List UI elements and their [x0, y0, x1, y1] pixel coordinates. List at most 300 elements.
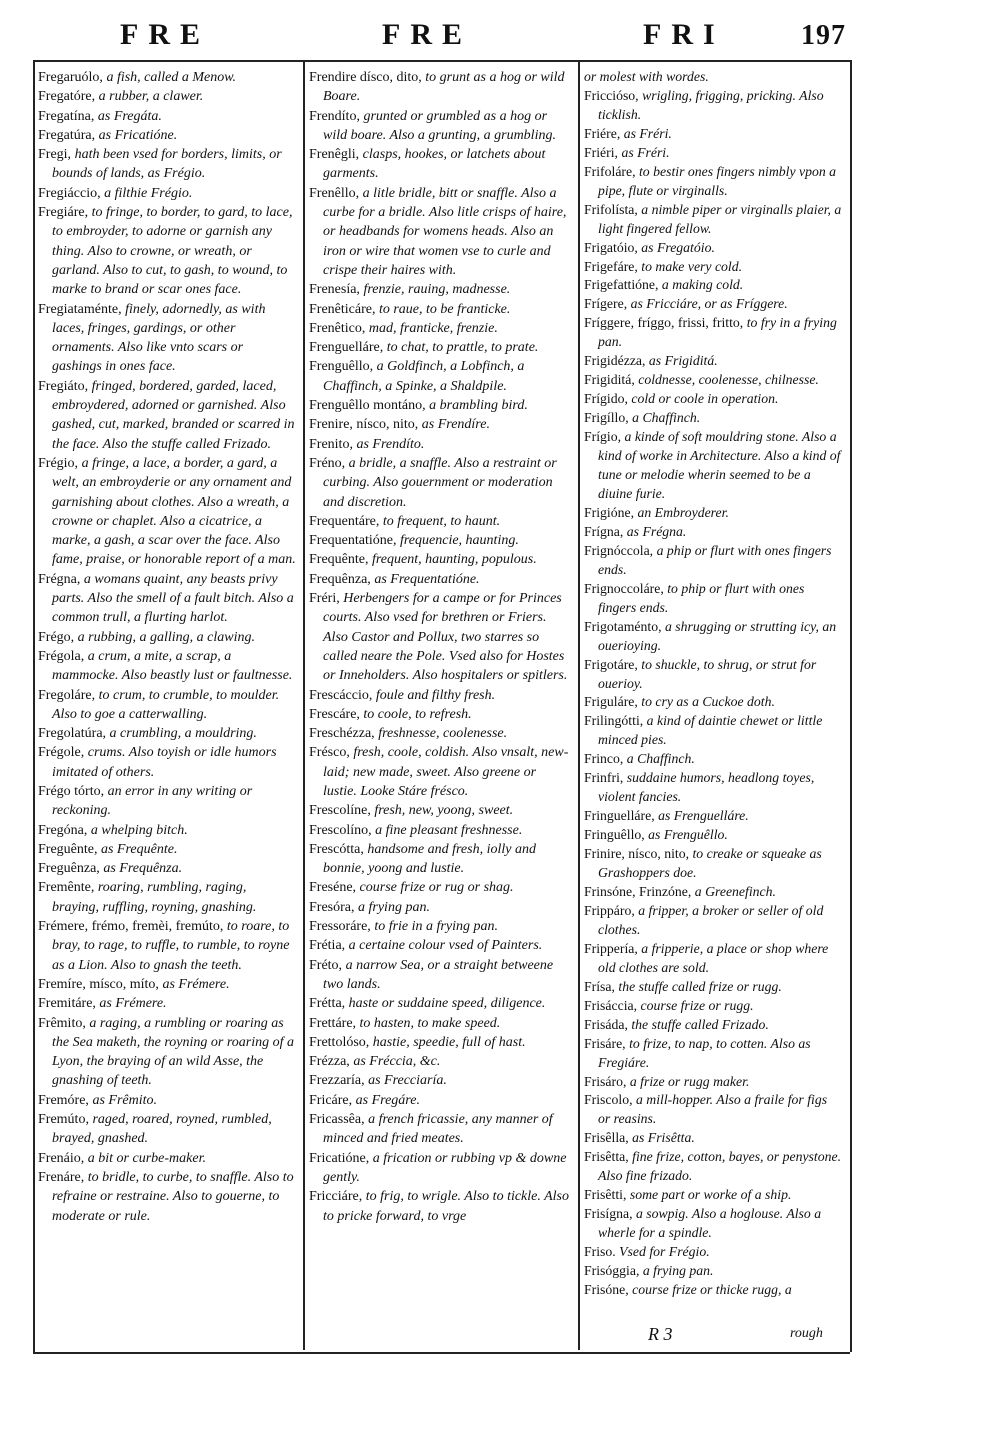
headword: Frisáccia, [584, 997, 638, 1013]
definition: a frying pan. [639, 1263, 714, 1279]
definition: as Frémere. [95, 996, 167, 1012]
definition: coldnesse, coolenesse, chilnesse. [634, 372, 819, 388]
dictionary-entry [584, 807, 842, 826]
headword: Frinire, nísco, nito, [584, 846, 690, 862]
headword: Freguênza, [38, 861, 100, 877]
definition: to raue, to be franticke. [375, 301, 511, 317]
headword: Frigidézza, [584, 353, 646, 369]
dictionary-entry [309, 415, 571, 434]
headword: Friscolo, [584, 1092, 633, 1108]
headword: Friéri, [584, 144, 618, 160]
dictionary-entry [38, 917, 296, 975]
headword: Frigíllo, [584, 410, 629, 426]
headword: Frigiditá, [584, 372, 635, 388]
definition: to cry as a Cuckoe doth. [637, 694, 775, 710]
definition: to frequent, to haunt. [379, 513, 501, 529]
dictionary-entry [584, 276, 842, 295]
definition: to grunt as a hog or wild Boare. [323, 70, 565, 105]
headword: Fréno, [309, 455, 346, 471]
dictionary-entry [309, 107, 571, 146]
headword: Fréto, [309, 957, 343, 973]
dictionary-entry [38, 145, 296, 184]
headword: Frenêgli, [309, 147, 360, 163]
headword: Fréri, [309, 591, 340, 607]
column-rule-2 [578, 62, 580, 1350]
dictionary-entry [584, 314, 842, 352]
definition: as Frendíre. [418, 417, 490, 433]
dictionary-entry [309, 1014, 571, 1033]
headword: Frettáre, [309, 1015, 357, 1031]
headword: Fregatóre, [38, 89, 96, 105]
headword: Fregiáccio, [38, 185, 101, 201]
definition: wrigling, frigging, pricking. Also ticklish. [598, 87, 824, 122]
headword: Frigotáre, [584, 656, 638, 672]
definition: foule and filthy fresh. [372, 687, 496, 703]
definition: a bit or curbe-maker. [84, 1150, 206, 1166]
dictionary-entry [38, 840, 296, 859]
definition: a narrow Sea, or a straight betweene two lands. [323, 957, 554, 992]
page-number: 197 [801, 20, 846, 51]
dictionary-entry [38, 107, 296, 126]
definition: a fringe, a lace, a border, a gard, a welt, an embroyderie or any ornament and garnishing about clothes. Also a wreath, a crowne or chaplet. Also a cicatrice, a marke, a gash, a scar over the face. Also fame, praise, or honorable report of a man. [52, 455, 296, 568]
dictionary-entry [309, 531, 571, 550]
dictionary-entry [309, 724, 571, 743]
definition: crums. Also toyish or idle humors imitated of others. [52, 745, 277, 780]
definition: as Frêmito. [88, 1092, 157, 1108]
dictionary-entry [584, 1016, 842, 1035]
dictionary-entry [38, 647, 296, 686]
bottom-rule [33, 1352, 850, 1354]
dictionary-entry [584, 542, 842, 580]
headword: Frígido, [584, 391, 628, 407]
headword: Frégo, [38, 629, 75, 645]
headword: Frequênte, [309, 552, 369, 568]
dictionary-entry [38, 782, 296, 821]
headword: Frenguêllo, [309, 359, 374, 375]
headword: Frezzaría, [309, 1073, 365, 1089]
dictionary-entry [584, 1073, 842, 1092]
dictionary-entry [309, 338, 571, 357]
headword: Friccióso, [584, 87, 639, 103]
definition: a crum, a mite, a scrap, a mammocke. Also beastly lust or faultnesse. [52, 648, 293, 684]
dictionary-entry [38, 126, 296, 145]
dictionary-entry [309, 396, 571, 415]
dictionary-entry [38, 454, 296, 570]
headword: Frísa, [584, 978, 615, 994]
dictionary-entry [38, 1014, 296, 1091]
headword: Frisóggia, [584, 1263, 640, 1279]
dictionary-entry [584, 1148, 842, 1186]
dictionary-entry [38, 859, 296, 878]
column-rule-1 [303, 62, 305, 1350]
definition: clasps, hookes, or latchets about garments. [323, 147, 546, 182]
headword: Fringuelláre, [584, 808, 655, 824]
headword: Frettolóso, [309, 1034, 370, 1050]
headword: Frigatóio, [584, 239, 638, 255]
definition: mad, franticke, frenzie. [365, 320, 498, 336]
headword: Frendíto, [309, 108, 360, 124]
headword: Frisígna, [584, 1206, 633, 1222]
definition: cold or coole in operation. [627, 391, 779, 407]
definition: frequent, haunting, populous. [368, 552, 537, 568]
headword: Frisáda, [584, 1016, 628, 1032]
headword: Frigióne, [584, 504, 635, 520]
definition: a womans quaint, any beasts privy parts. Also the smell of a fault bitch. Also a common trull, a flurting harlot. [52, 571, 294, 626]
dictionary-entry [584, 883, 842, 902]
headword: Frenêllo, [309, 185, 360, 201]
headword: Frégio, [38, 455, 79, 471]
definition: a whelping bitch. [87, 822, 188, 838]
dictionary-entry [309, 705, 571, 724]
dictionary-entry [584, 997, 842, 1016]
dictionary-entry [584, 1281, 842, 1300]
definition: freshnesse, coolenesse. [374, 726, 508, 742]
headword: Frenáio, [38, 1150, 85, 1166]
headword: Frenêticáre, [309, 301, 376, 317]
headword: Fresóra, [309, 899, 355, 915]
headword: Frenito, [309, 436, 353, 452]
headword: Frendire dísco, dito, [309, 70, 422, 85]
dictionary-entry [584, 978, 842, 997]
definition: or molest with wordes. [584, 69, 709, 84]
headword: Frenesía, [309, 282, 360, 298]
definition: to make very cold. [637, 258, 743, 274]
headword: Frétia, [309, 938, 346, 954]
dictionary-entry [309, 1033, 571, 1052]
dictionary-entry [38, 570, 296, 628]
definition: a fripperie, a place or shop where old clothes are sold. [598, 940, 829, 975]
definition: as Frequênte. [97, 841, 178, 857]
definition: a certaine colour vsed of Painters. [345, 938, 543, 954]
dictionary-entry [309, 821, 571, 840]
headword: Friére, [584, 125, 621, 141]
dictionary-entry [38, 377, 296, 454]
definition: to shuckle, to shrug, or strut for ouerioy. [598, 656, 817, 691]
dictionary-entry [38, 975, 296, 994]
definition: as Fricciáre, or as Fríggere. [627, 296, 788, 312]
headword: Frignoccoláre, [584, 580, 664, 596]
headword: Frinfri, [584, 770, 624, 786]
definition: to frie in a frying pan. [370, 919, 498, 935]
catchword: rough [790, 1326, 823, 1341]
dictionary-entry [309, 956, 571, 995]
dictionary-entry [309, 936, 571, 955]
definition: to creake or squeake as Grashoppers doe. [598, 846, 822, 881]
definition: a nimble piper or virginalls plaier, a light fingered fellow. [598, 201, 842, 236]
headword: Fregi, [38, 147, 72, 163]
definition: frenzie, rauing, madnesse. [359, 282, 511, 298]
definition: a litle bridle, bitt or snaffle. Also a curbe for a bridle. Also litle crisps of haire, or headbands for womens heads. Also an iron or wire that women vse to curle and crispe their haires with. [323, 185, 567, 278]
dictionary-entry [584, 750, 842, 769]
headword: Frésco, [309, 745, 350, 761]
definition: a french fricassie, any manner of minced and fried meates. [323, 1112, 553, 1147]
headword: Frigefáre, [584, 258, 638, 274]
definition: roaring, rumbling, raging, braying, ruffling, royning, gnashing. [52, 880, 257, 915]
dictionary-entry [584, 239, 842, 258]
dictionary-entry [38, 184, 296, 203]
dictionary-entry [584, 826, 842, 845]
headword: Frescolíne, [309, 803, 371, 819]
definition: a Chaffinch. [628, 410, 701, 426]
dictionary-entry [584, 144, 842, 163]
dictionary-entry [584, 390, 842, 409]
headword: Fremúto, [38, 1112, 89, 1128]
dictionary-entry [584, 295, 842, 314]
definition: as Fréccia, &c. [349, 1054, 441, 1070]
headword: Frenêtico, [309, 320, 366, 336]
headword: Frisóne, [584, 1282, 629, 1297]
definition: course frize or thicke rugg, a [628, 1282, 792, 1297]
definition: a crumbling, a mouldring. [106, 726, 257, 742]
headword: Fremóre, [38, 1092, 89, 1108]
definition: the stuffe called Frizado. [627, 1016, 769, 1032]
dictionary-entry [584, 68, 842, 87]
headword: Fregatúra, [38, 127, 96, 143]
definition: raged, roared, royned, rumbled, brayed, gnashed. [52, 1112, 272, 1147]
dictionary-entry [309, 589, 571, 685]
definition: as Frenguêllo. [644, 827, 728, 843]
dictionary-entry [309, 300, 571, 319]
dictionary-entry [309, 1187, 571, 1226]
headword: Frequentáre, [309, 513, 380, 529]
dictionary-entry [38, 878, 296, 917]
dictionary-entry [584, 580, 842, 618]
dictionary-entry [38, 1091, 296, 1110]
dictionary-entry [584, 1262, 842, 1281]
definition: a rubbing, a galling, a clawing. [74, 629, 256, 645]
definition: as Frégna. [623, 523, 687, 539]
definition: a kind of daintie chewet or little minced pies. [598, 713, 823, 748]
definition: hath been vsed for borders, limits, or bounds of lands, as Frégio. [52, 147, 282, 182]
dictionary-entry [38, 821, 296, 840]
column-2 [309, 68, 571, 1226]
definition: a mill-hopper. Also a fraile for figs or reasins. [598, 1092, 828, 1127]
dictionary-entry [584, 504, 842, 523]
definition: handsome and fresh, iolly and bonnie, yoong and lustie. [323, 841, 536, 877]
definition: a frication or rubbing vp & downe gently. [323, 1150, 567, 1185]
dictionary-entry [309, 1110, 571, 1149]
headword: Frenguelláre, [309, 340, 384, 356]
headword: Fricatióne, [309, 1150, 370, 1166]
definition: fresh, new, yoong, sweet. [370, 803, 514, 819]
headword: Fríggere, fríggo, frissi, fritto, [584, 315, 744, 331]
definition: a filthie Frégio. [100, 185, 193, 201]
dictionary-entry [584, 1186, 842, 1205]
dictionary-entry [584, 352, 842, 371]
headword: Frequentatióne, [309, 533, 397, 549]
definition: a fine pleasant freshnesse. [371, 822, 523, 838]
definition: a shrugging or strutting icy, an ouerioying. [598, 618, 837, 653]
definition: finely, adornedly, as with laces, fringes, gardings, or other ornaments. Also like vnto scars or gashings in ones face. [52, 301, 266, 375]
dictionary-entry [309, 878, 571, 897]
headword: Fremênte, [38, 880, 95, 896]
dictionary-entry [38, 68, 296, 87]
definition: as Frequênza. [99, 861, 183, 877]
definition: to roare, to bray, to rage, to ruffle, to rumble, to royne as a Lion. Also to gnash the teeth. [52, 919, 290, 973]
definition: as Frisêtta. [628, 1130, 695, 1146]
dictionary-entry [309, 686, 571, 705]
headword: Fregiáto, [38, 378, 89, 394]
dictionary-entry [38, 686, 296, 725]
dictionary-entry [584, 523, 842, 542]
definition: as Fréri. [620, 125, 672, 141]
definition: to bridle, to curbe, to snaffle. Also to refraine or restraine. Also to gouerne, to moderate or rule. [52, 1169, 294, 1224]
dictionary-entry [309, 454, 571, 512]
dictionary-entry [584, 87, 842, 125]
definition: a Greenefinch. [691, 883, 776, 899]
definition: grunted or grumbled as a hog or wild boare. Also a grunting, a grumbling. [323, 108, 556, 143]
dictionary-entry [309, 319, 571, 338]
headword: Frégola, [38, 648, 85, 664]
headword: Frégo tórto, [38, 783, 105, 799]
dictionary-entry [584, 769, 842, 807]
dictionary-entry [38, 724, 296, 743]
headword: Fregaruólo, [38, 70, 103, 85]
definition: to hasten, to make speed. [356, 1015, 501, 1031]
dictionary-entry [584, 125, 842, 144]
definition: a frize or rugg maker. [626, 1073, 750, 1089]
dictionary-entry [38, 203, 296, 299]
headword: Friguláre, [584, 694, 638, 710]
headword: Frémere, frémo, fremèi, fremúto, [38, 919, 224, 935]
headword: Fregóna, [38, 822, 88, 838]
definition: to frig, to wrigle. Also to tickle. Also to pricke forward, to vrge [323, 1189, 570, 1224]
definition: fine frize, cotton, bayes, or penystone. Also fine frizado. [598, 1149, 842, 1184]
dictionary-entry [309, 550, 571, 569]
headword: Frinco, [584, 751, 624, 767]
dictionary-entry [38, 1149, 296, 1168]
dictionary-entry [309, 1052, 571, 1071]
dictionary-entry [584, 371, 842, 390]
headword: Frisêtti, [584, 1187, 627, 1203]
dictionary-entry [584, 712, 842, 750]
definition: haste or suddaine speed, diligence. [345, 996, 546, 1012]
definition: as Fregáta. [94, 108, 162, 124]
definition: a frying pan. [354, 899, 430, 915]
dictionary-entry [584, 618, 842, 656]
headword: Frescáre, [309, 706, 360, 722]
definition: to fry in a frying pan. [598, 315, 837, 350]
headword: Frenáre, [38, 1169, 85, 1185]
definition: a making cold. [658, 277, 744, 293]
definition: to frize, to nap, to cotten. Also as Fregiáre. [598, 1035, 811, 1070]
headword: Freguênte, [38, 841, 98, 857]
definition: a fripper, a broker or seller of old clothes. [598, 902, 824, 937]
definition: to bestir ones fingers nimbly vpon a pipe, flute or virginalls. [598, 163, 837, 198]
running-head-middle: FRE [382, 18, 472, 51]
headword: Frétta, [309, 996, 346, 1012]
dictionary-entry [309, 512, 571, 531]
headword: Fregolatúra, [38, 726, 107, 742]
dictionary-entry [309, 1149, 571, 1188]
headword: Fremitáre, [38, 996, 96, 1012]
dictionary-entry [309, 435, 571, 454]
headword: Frifoláre, [584, 163, 636, 179]
definition: course frize or rugg. [637, 997, 754, 1013]
dictionary-entry [38, 1168, 296, 1226]
dictionary-entry [309, 570, 571, 589]
headword: Frescáccio, [309, 687, 373, 703]
definition: Herbengers for a campe or for Princes courts. Also vsed for brethren or Friers. Also Castor and Pollux, two starres so called neare the Pole. Vsed also for Hostes or Inneholders. Also hospitalers or spitlers. [323, 591, 568, 684]
headword: Frisáre, [584, 1035, 626, 1051]
dictionary-entry [584, 201, 842, 239]
dictionary-entry [38, 628, 296, 647]
headword: Frígere, [584, 296, 628, 312]
definition: a bridle, a snaffle. Also a restraint or curbing. Also gouernment or moderation and discretion. [323, 455, 557, 510]
dictionary-entry [38, 1110, 296, 1149]
headword: Freschézza, [309, 726, 375, 742]
dictionary-entry [38, 743, 296, 782]
headword: Fricciáre, [309, 1189, 363, 1205]
headword: Frígio, [584, 429, 622, 445]
definition: a sowpig. Also a hoglouse. Also a wherle for a spindle. [598, 1206, 822, 1241]
headword: Frilingótti, [584, 713, 644, 729]
definition: to coole, to refresh. [359, 706, 472, 722]
definition: suddaine humors, headlong toyes, violent fancies. [598, 770, 815, 805]
headword: Fringuêllo, [584, 827, 645, 843]
dictionary-entry [584, 409, 842, 428]
definition: a Chaffinch. [623, 751, 695, 767]
running-head-right: FRI [643, 18, 725, 51]
headword: Frégna, [38, 571, 81, 587]
dictionary-entry [309, 184, 571, 280]
headword: Fregoláre, [38, 687, 96, 703]
definition: to phip or flurt with ones fingers ends. [598, 580, 805, 615]
running-head-left: FRE [120, 18, 210, 51]
headword: Frenire, nísco, nito, [309, 417, 419, 433]
dictionary-entry [584, 902, 842, 940]
dictionary-entry [38, 994, 296, 1013]
definition: as Fréri. [618, 144, 670, 160]
dictionary-entry [584, 1091, 842, 1129]
headword: Frigefattióne, [584, 277, 659, 293]
dictionary-entry [584, 940, 842, 978]
headword: Fricassêa, [309, 1112, 365, 1128]
headword: Fregatína, [38, 108, 95, 124]
headword: Fregiataménte, [38, 301, 122, 317]
definition: a fish, called a Menow. [102, 70, 237, 85]
headword: Fremíre, mísco, míto, [38, 976, 159, 992]
headword: Frégole, [38, 745, 85, 761]
column-3 [584, 68, 842, 1300]
dictionary-entry [584, 1129, 842, 1148]
dictionary-entry [309, 357, 571, 396]
definition: a kinde of soft mouldring stone. Also a kind of worke in Architecture. Also a kind of tune or melodie wherin seemed to be a diuine furie. [598, 429, 841, 501]
dictionary-entry [309, 1071, 571, 1090]
column-1 [38, 68, 296, 1226]
headword: Frenguêllo montáno, [309, 398, 426, 414]
definition: to chat, to prattle, to prate. [383, 340, 539, 356]
headword: Frézza, [309, 1054, 350, 1070]
definition: as Frigiditá. [645, 353, 718, 369]
dictionary-entry [309, 994, 571, 1013]
headword: Friso. [584, 1244, 616, 1260]
headword: Frisêlla, [584, 1130, 629, 1146]
definition: a phip or flurt with ones fingers ends. [598, 542, 832, 577]
dictionary-entry [584, 428, 842, 504]
headword: Frisêtta, [584, 1149, 629, 1165]
headword: Frigotaménto, [584, 618, 662, 634]
dictionary-entry [584, 656, 842, 694]
signature-mark: R 3 [648, 1324, 673, 1344]
definition: to crum, to crumble, to moulder. Also to goe a catterwalling. [52, 687, 280, 722]
definition: as Frémere. [158, 976, 230, 992]
definition: as Frequentatióne. [370, 571, 480, 587]
dictionary-entry [584, 1243, 842, 1262]
dictionary-entry [309, 840, 571, 879]
definition: course frize or rug or shag. [356, 880, 514, 896]
definition: fresh, coole, coldish. Also vnsalt, new-laid; new made, sweet. Also greene or lustie. Looke Stáre frésco. [323, 745, 569, 799]
